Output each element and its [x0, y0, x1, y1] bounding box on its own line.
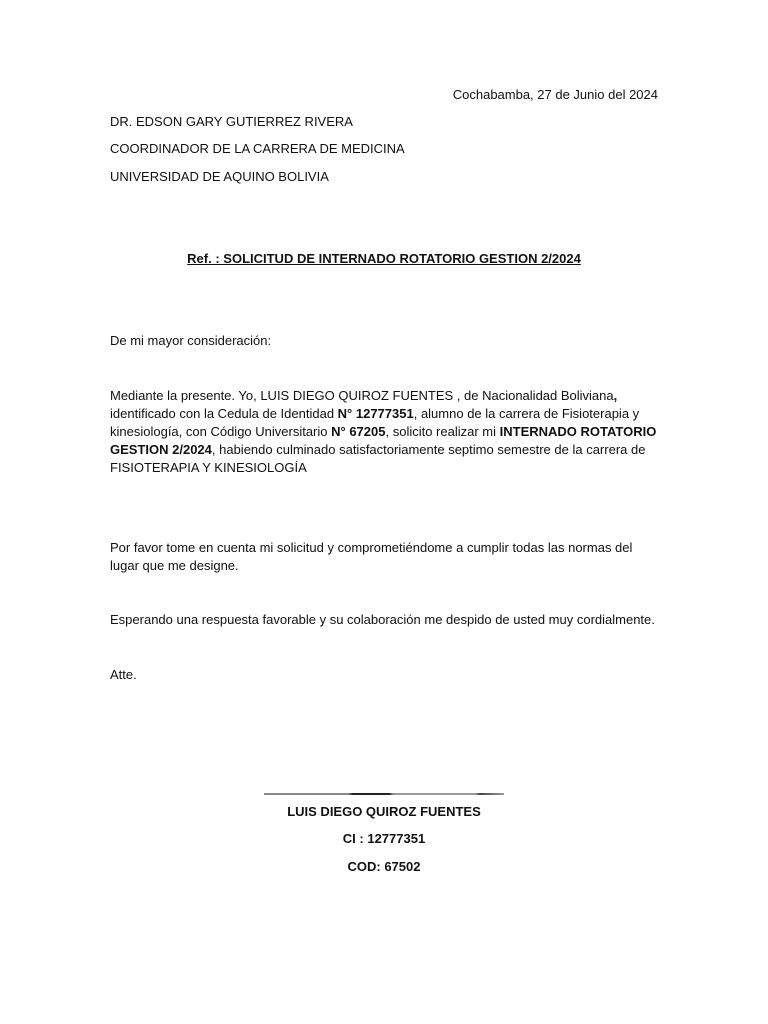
p1-text-c: , alumno de la carrera de Fisioterapia y kinesiología, con Código Universitario — [110, 406, 640, 439]
p1-internado: INTERNADO ROTATORIO GESTION 2/2024 — [110, 424, 657, 457]
body-paragraph-2: Por favor tome en cuenta mi solicitud y comprometiéndome a cumplir todas las normas del lugar que me designe. — [110, 540, 633, 573]
p1-text-b: identificado con la Cedula de Identidad — [110, 406, 338, 421]
signature-code: COD: 67502 — [347, 859, 421, 874]
p1-university-code: N° 67205 — [331, 424, 386, 439]
body-paragraph-1 — [110, 387, 660, 477]
recipient-institution: UNIVERSIDAD DE AQUINO BOLIVIA — [110, 169, 329, 184]
reference-line: Ref. : SOLICITUD DE INTERNADO ROTATORIO GESTION 2/2024 — [187, 251, 581, 266]
signature-ci: CI : 12777351 — [342, 831, 426, 846]
salutation: De mi mayor consideración: — [110, 333, 272, 348]
recipient-name: DR. EDSON GARY GUTIERREZ RIVERA — [110, 114, 353, 129]
signature-line — [264, 793, 504, 795]
body-paragraph-3: Esperando una respuesta favorable y su colaboración me despido de usted muy cordialmente. — [110, 612, 655, 627]
p1-comma: , — [613, 388, 618, 403]
p1-text-d: , solicito realizar mi — [385, 424, 500, 439]
letter-date: Cochabamba, 27 de Junio del 2024 — [452, 87, 658, 102]
p1-text-a: Mediante la presente. Yo, LUIS DIEGO QUIROZ FUENTES , de Nacionalidad Boliviana — [110, 388, 614, 403]
p1-ci-number: N° 12777351 — [337, 406, 414, 421]
closing: Atte. — [110, 667, 137, 682]
p1-text-e: , habiendo culminado satisfactoriamente septimo semestre de la carrera de FISIOTERAPIA Y KINESIOLOGÍA — [110, 442, 646, 475]
recipient-title: COORDINADOR DE LA CARRERA DE MEDICINA — [110, 141, 405, 156]
signature-name: LUIS DIEGO QUIROZ FUENTES — [287, 804, 481, 819]
